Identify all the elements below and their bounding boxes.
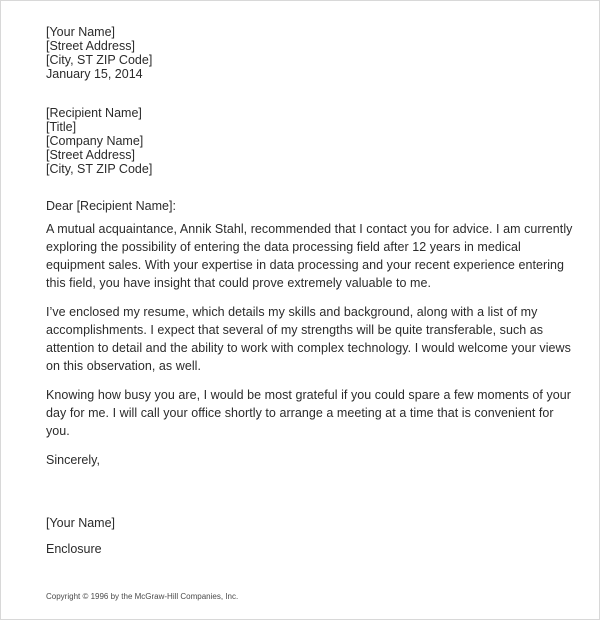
- closing: Sincerely,: [46, 453, 100, 467]
- enclosure-note: Enclosure: [46, 542, 102, 556]
- body-paragraph-1: A mutual acquaintance, Annik Stahl, recommended that I contact you for advice. I am currently exploring the possibility of entering the data processing field after 12 years in medical equipment sales. With your expertise in data processing and your recent experience entering this field, you have insight that could prove extremely valuable to me.: [46, 222, 573, 290]
- recipient-city: [City, ST ZIP Code]: [46, 162, 153, 176]
- sender-city: [City, ST ZIP Code]: [46, 53, 153, 67]
- sender-street: [Street Address]: [46, 39, 135, 53]
- letter-content: [46, 25, 576, 558]
- recipient-name: [Recipient Name]: [46, 106, 142, 120]
- recipient-title: [Title]: [46, 120, 77, 134]
- sender-address-block: [46, 25, 576, 81]
- recipient-street: [Street Address]: [46, 148, 135, 162]
- copyright-notice: Copyright © 1996 by the McGraw-Hill Companies, Inc.: [46, 592, 239, 601]
- recipient-company: [Company Name]: [46, 134, 144, 148]
- recipient-address-block: [46, 106, 576, 176]
- body-paragraph-3: Knowing how busy you are, I would be most grateful if you could spare a few moments of your day for me. I will call your office shortly to arrange a meeting at a time that is convenient for you.: [46, 388, 571, 438]
- letter-date: January 15, 2014: [46, 67, 143, 81]
- body-paragraph-2: I’ve enclosed my resume, which details my skills and background, along with a list of my accomplishments. I expect that several of my strengths will be quite transferable, such as attention to detail and the ability to work with complex technology. I would welcome your views on this observation, as well.: [46, 305, 571, 373]
- sender-name: [Your Name]: [46, 25, 116, 39]
- salutation: Dear [Recipient Name]:: [46, 199, 176, 213]
- signature-name: [Your Name]: [46, 516, 116, 530]
